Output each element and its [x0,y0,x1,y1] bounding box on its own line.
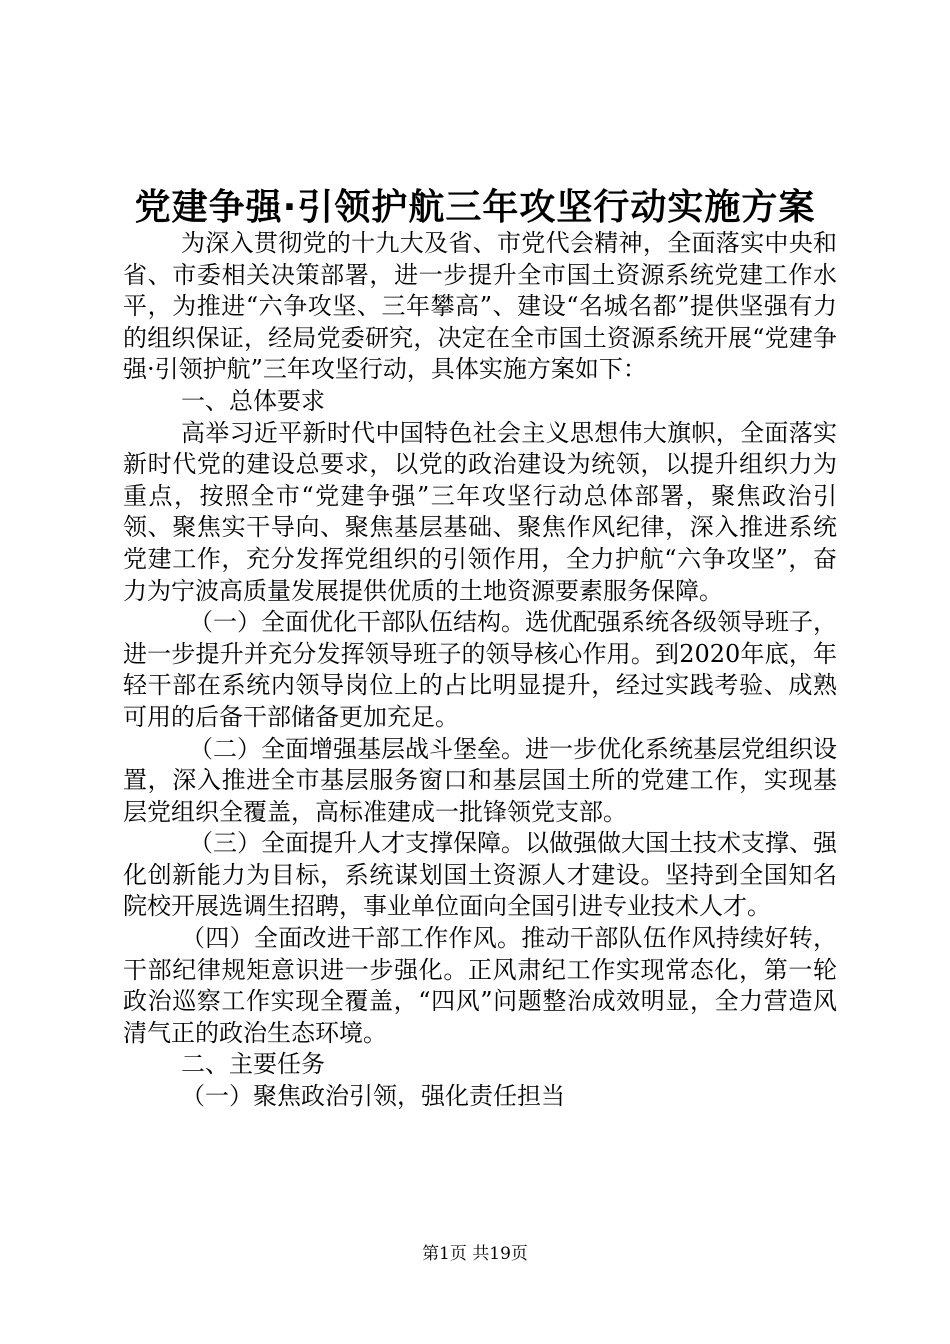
document-body [123,228,837,1113]
item-4-paragraph: （四）全面改进干部工作作风。推动干部队伍作风持续好转，干部纪律规矩意识进一步强化。正风肃纪工作实现常态化，第一轮政治巡察工作实现全覆盖，“四风”问题整治成效明显，全力营造风清气正的政治生态环境。 [123,924,837,1047]
item-2-paragraph: （二）全面增强基层战斗堡垒。进一步优化系统基层党组织设置，深入推进全市基层服务窗口和基层国土所的党建工作，实现基层党组织全覆盖，高标准建成一批锋领党支部。 [123,734,837,826]
section-heading-general-requirements: 一、总体要求 [181,386,325,415]
document-title: 党建争强·引领护航三年攻坚行动实施方案 [134,187,816,228]
item-1-paragraph: （一）全面优化干部队伍结构。选优配强系统各级领导班子，进一步提升并充分发挥领导班子的领导核心作用。到2020年底，年轻干部在系统内领导岗位上的占比明显提升，经过实践考验、成熟可用的后备干部储备更加充足。 [123,608,837,731]
subsection-heading-1: （一）聚焦政治引领，强化责任担当 [181,1082,565,1111]
general-requirements-paragraph: 高举习近平新时代中国特色社会主义思想伟大旗帜，全面落实新时代党的建设总要求，以党的政治建设为统领，以提升组织力为重点，按照全市“党建争强”三年攻坚行动总体部署，聚焦政治引领、聚焦实干导向、聚焦基层基础、聚焦作风纪律，深入推进系统党建工作，充分发挥党组织的引领作用，全力护航“六争攻坚”，奋力为宁波高质量发展提供优质的土地资源要素服务保障。 [123,418,837,605]
item-3-paragraph: （三）全面提升人才支撑保障。以做强做大国土技术支撑、强化创新能力为目标，系统谋划国土资源人才建设。坚持到全国知名院校开展选调生招聘，事业单位面向全国引进专业技术人才。 [123,829,837,921]
intro-paragraph: 为深入贯彻党的十九大及省、市党代会精神，全面落实中央和省、市委相关决策部署，进一步提升全市国土资源系统党建工作水平，为推进“六争攻坚、三年攀高”、建设“名城名都”提供坚强有力的组织保证，经局党委研究，决定在全市国土资源系统开展“党建争强·引领护航”三年攻坚行动，具体实施方案如下： [123,229,837,384]
section-heading-main-tasks: 二、主要任务 [181,1050,325,1079]
page-number-footer: 第1页 共19页 [422,1244,528,1264]
